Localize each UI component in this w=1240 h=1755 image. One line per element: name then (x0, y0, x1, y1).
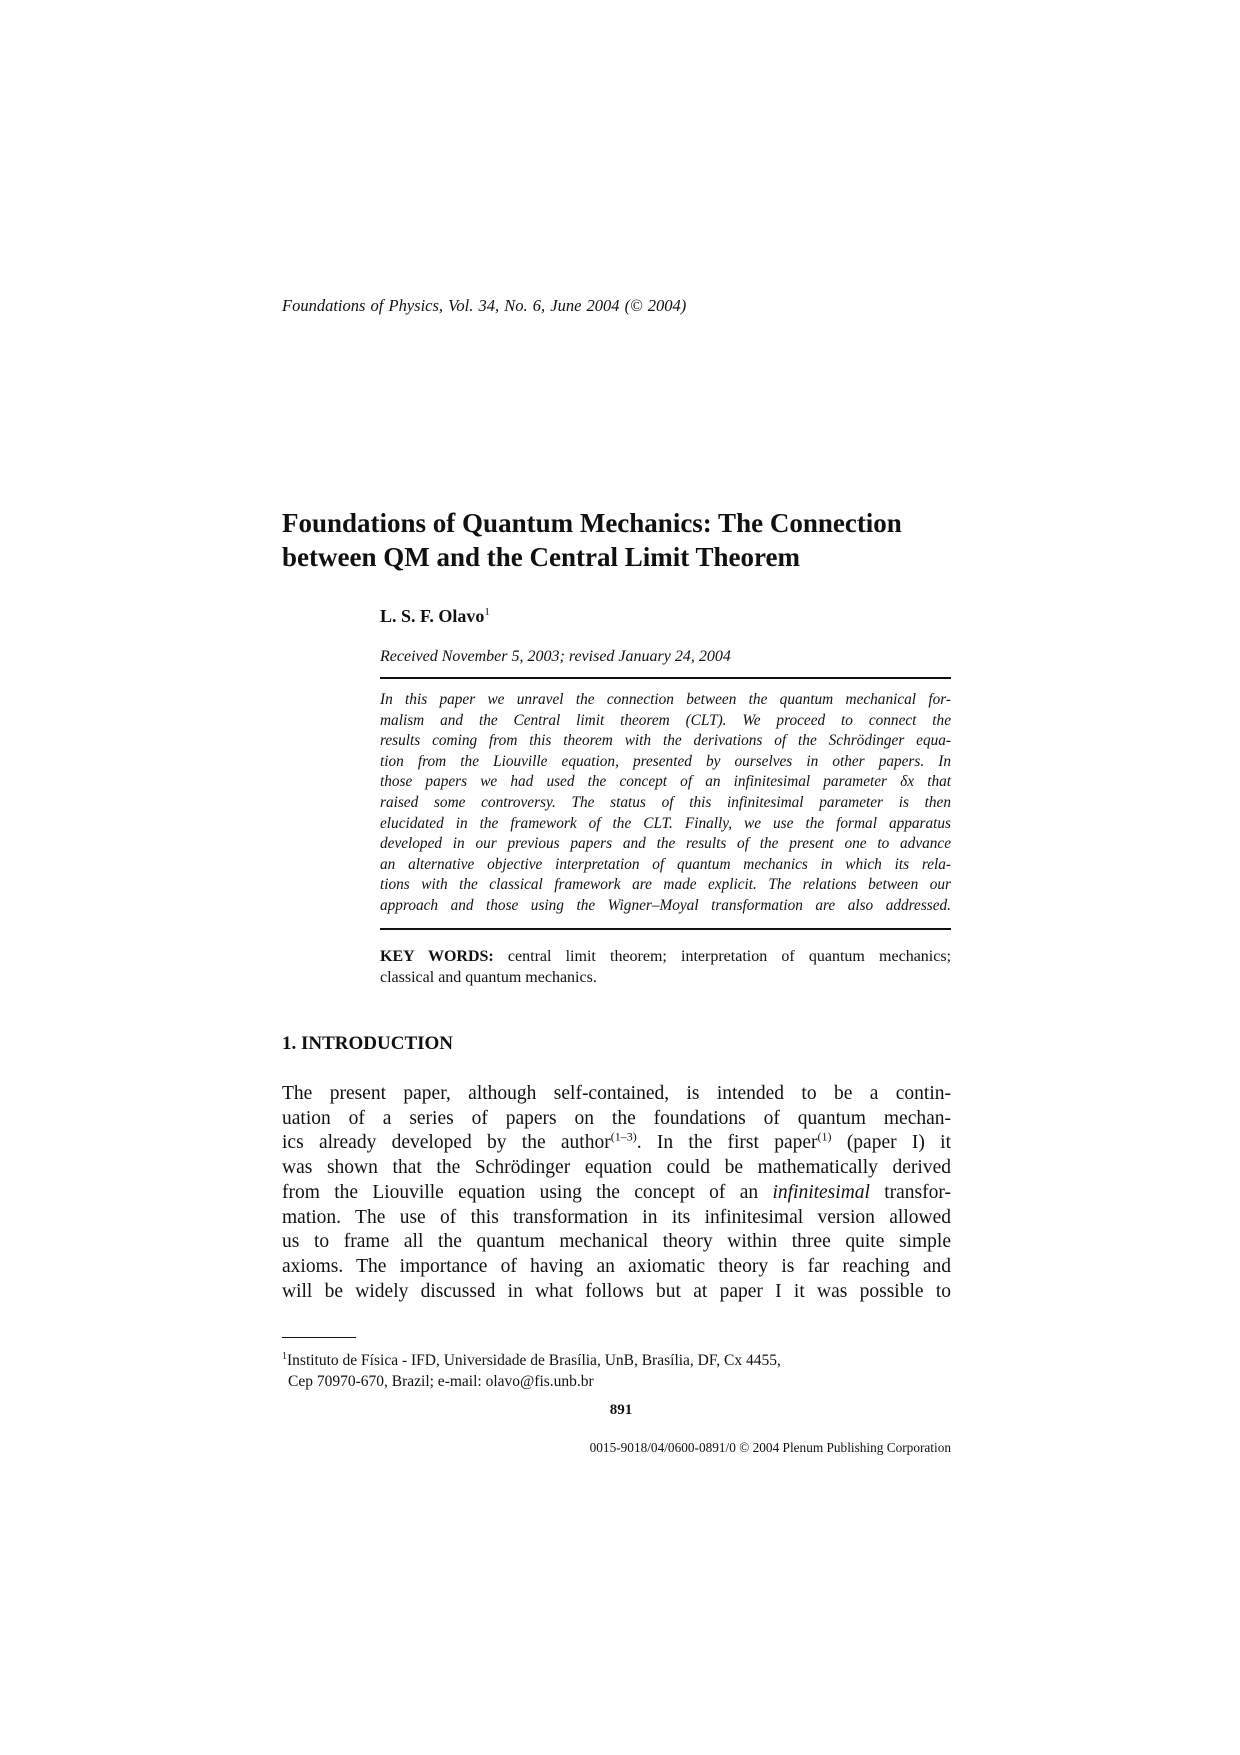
abstract-top-rule (380, 677, 951, 679)
body-line: us to frame all the quantum mechanical theory within three quite simple (282, 1231, 951, 1253)
title-line-2: between QM and the Central Limit Theorem (282, 542, 800, 572)
citation: (1) (817, 1129, 832, 1144)
footnote-line-1 (282, 1346, 962, 1371)
body-text (282, 1082, 951, 1304)
keywords-line-1 (380, 946, 951, 967)
page-number (0, 1402, 1240, 1419)
author-footnote-mark: 1 (484, 606, 490, 618)
footnote (282, 1346, 962, 1392)
title-line-1: Foundations of Quantum Mechanics: The Connection (282, 508, 902, 538)
received-dates: Received November 5, 2003; revised January 24, 2004 (380, 648, 731, 665)
body-text-run: (paper I) it (831, 1132, 951, 1154)
keywords-line-2: classical and quantum mechanics. (380, 969, 597, 986)
body-text-run: transfor- (869, 1181, 951, 1203)
body-line: uation of a series of papers on the foundations of quantum mechan- (282, 1107, 951, 1129)
abstract-line: results coming from this theorem with the derivations of the Schrödinger equa- (380, 732, 951, 750)
body-line: was shown that the Schrödinger equation could be mathematically derived (282, 1157, 951, 1179)
author (380, 606, 490, 627)
footnote-line-2: Cep 70970-670, Brazil; e-mail: olavo@fis.unb.br (288, 1373, 594, 1391)
body-line (282, 1131, 951, 1156)
body-text-run: from the Liouville equation using the concept of an (282, 1181, 773, 1203)
body-line (282, 1181, 951, 1206)
section-heading: 1. INTRODUCTION (282, 1033, 454, 1054)
abstract-line: malism and the Central limit theorem (CLT). We proceed to connect the (380, 711, 951, 729)
author-name: L. S. F. Olavo (380, 606, 485, 626)
body-text-run: ics already developed by the author (282, 1132, 611, 1154)
abstract-line: tion from the Liouville equation, presented by ourselves in other papers. In (380, 752, 951, 770)
abstract-line: approach and those using the Wigner–Moyal transformation are also addressed. (380, 896, 951, 914)
body-line: The present paper, although self-contained, is intended to be a contin- (282, 1083, 951, 1104)
paper-title (282, 506, 982, 574)
body-line: axioms. The importance of having an axiomatic theory is far reaching and (282, 1255, 951, 1277)
abstract-line: tions with the classical framework are made explicit. The relations between our (380, 876, 951, 894)
abstract-line: In this paper we unravel the connection between the quantum mechanical for- (380, 691, 951, 708)
copyright-line: 0015-9018/04/0600-0891/0 © 2004 Plenum Publishing Corporation (589, 1440, 951, 1455)
abstract-bottom-rule (380, 928, 951, 930)
footnote-mark: 1 (282, 1351, 287, 1362)
abstract-line: raised some controversy. The status of this infinitesimal parameter is then (380, 793, 951, 811)
footnote-affiliation: Instituto de Física - IFD, Universidade de Brasília, UnB, Brasília, DF, Cx 4455, (287, 1352, 781, 1370)
abstract-line: an alternative objective interpretation of quantum mechanics in which its rela- (380, 855, 951, 873)
keywords-label: KEY WORDS: (380, 948, 494, 965)
abstract (380, 690, 951, 917)
abstract-line: those papers we had used the concept of an infinitesimal parameter δx that (380, 773, 951, 791)
keywords-text: central limit theorem; interpretation of quantum mechanics; (507, 948, 952, 965)
citation: (1–3) (610, 1129, 637, 1144)
abstract-line: elucidated in the framework of the CLT. Finally, we use the formal apparatus (380, 814, 951, 832)
body-text-run: . In the first paper (636, 1132, 818, 1154)
emphasis: infinitesimal (772, 1181, 870, 1203)
body-line: mation. The use of this transformation in its infinitesimal version allowed (282, 1206, 951, 1228)
body-line: will be widely discussed in what follows but at paper I it was possible to (282, 1280, 951, 1302)
keywords (380, 946, 951, 988)
journal-header: Foundations of Physics, Vol. 34, No. 6, June 2004 (© 2004) (282, 296, 687, 315)
footnote-rule (282, 1337, 356, 1338)
abstract-line: developed in our previous papers and the results of the present one to advance (380, 835, 951, 853)
page-number-text: 891 (609, 1402, 633, 1418)
